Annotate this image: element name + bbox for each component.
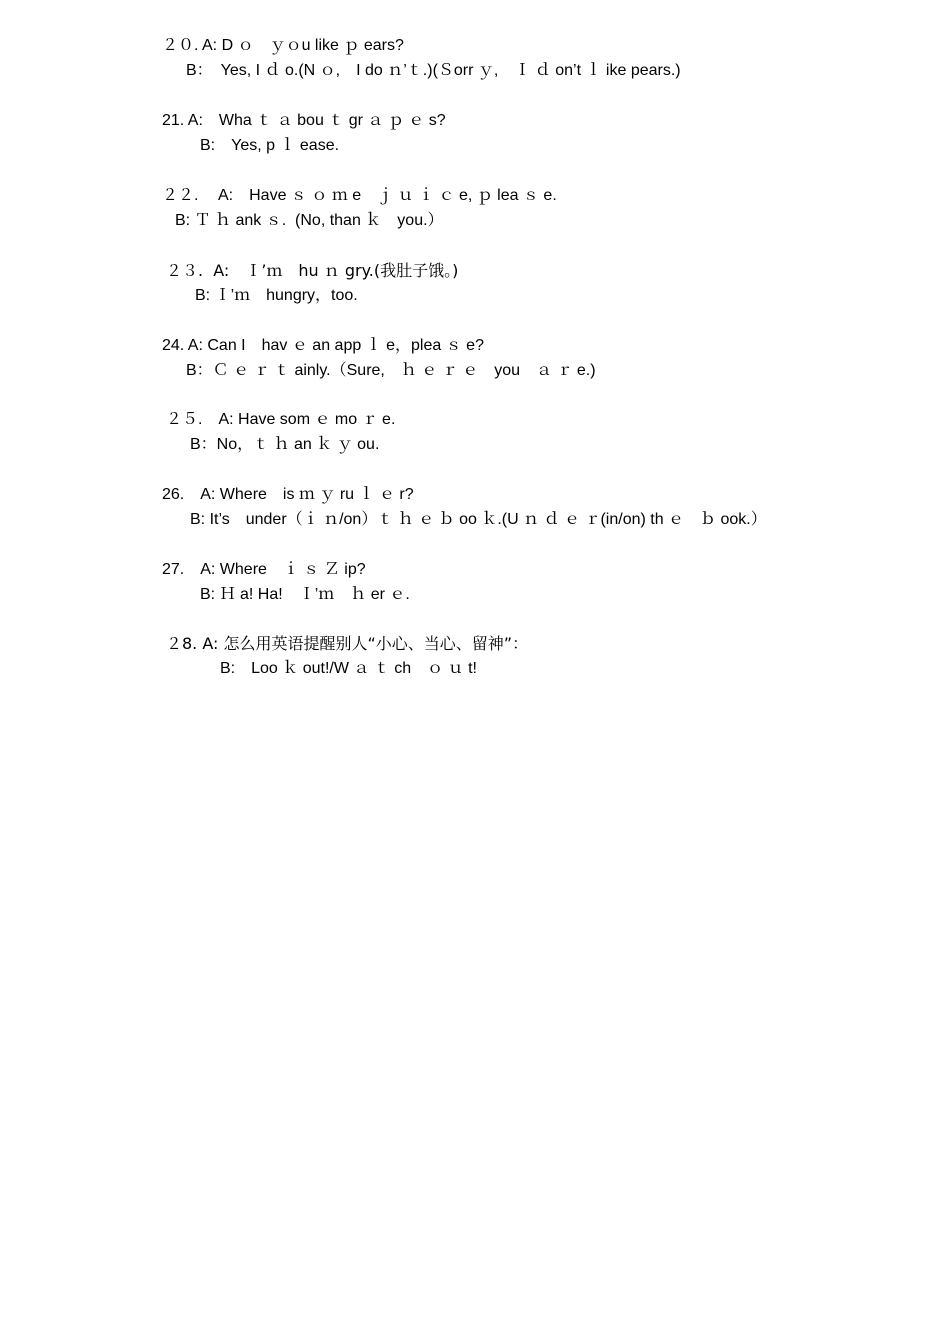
dialogue-22-a: ２２. A: Have ｓ ｏ ｍ e ｊ ｕ ｉ ｃ e, ｐ lea ｓ e.: [162, 187, 557, 204]
dialogue-23-b: B: Ｉ’ｍ hungry，too.: [195, 287, 358, 304]
dialogue-23-a: ２３. A: Ｉ’ｍ hu ｎ gry.(我肚子饿。): [166, 261, 459, 280]
dialogue-25-a: ２５. A: Have som ｅ mo ｒ e.: [166, 411, 396, 428]
dialogue-24-a: 24. A: Can I hav ｅ an app ｌ e，plea ｓ e?: [162, 337, 484, 354]
dialogue-28-a: ２8. A: 怎么用英语提醒别人“小心、当心、留神”：: [166, 634, 529, 653]
dialogue-25-b: B：No，ｔ ｈ an ｋ ｙ ou.: [190, 436, 380, 453]
dialogue-28-b: B: Loo ｋ out!/W ａ ｔ ch ｏ ｕ t!: [220, 660, 477, 677]
dialogue-21-a: 21. A: Wha ｔ ａ bou ｔ gr ａ ｐ ｅ s?: [162, 112, 446, 129]
dialogue-24-b: B：Ｃ ｅ ｒ ｔ ainly.（Sure, ｈ ｅ ｒ ｅ you ａ ｒ e.): [186, 362, 596, 379]
dialogue-26-a: 26. A: Where is ｍ ｙ ru ｌ ｅ r?: [162, 486, 414, 503]
dialogue-21-b: B: Yes, p ｌ ease.: [200, 137, 340, 154]
dialogue-20-a: ２０. A: D ｏ ｙｏu like ｐ ears?: [162, 37, 404, 54]
dialogue-27-b: B: Ｈ a! Ha! Ｉ’ｍ ｈ er ｅ.: [200, 586, 410, 603]
dialogue-22-b: B: Ｔ ｈ ank ｓ. (No, than ｋ you.）: [175, 212, 444, 229]
dialogue-27-a: 27. A: Where ｉ ｓ Ｚ ip?: [162, 561, 366, 578]
dialogue-26-b: B: It’s under（ｉ ｎ/on）ｔ ｈ ｅ ｂ oo ｋ.(U ｎ ｄ ｅ ｒ(in/on) th ｅ ｂ ook.）: [190, 511, 767, 528]
dialogue-20-b: B： Yes, I ｄ o.(N ｏ, I do ｎ’ｔ.)(Ｓorr ｙ, Ｉ ｄ on’t ｌ ike pears.): [186, 62, 681, 79]
